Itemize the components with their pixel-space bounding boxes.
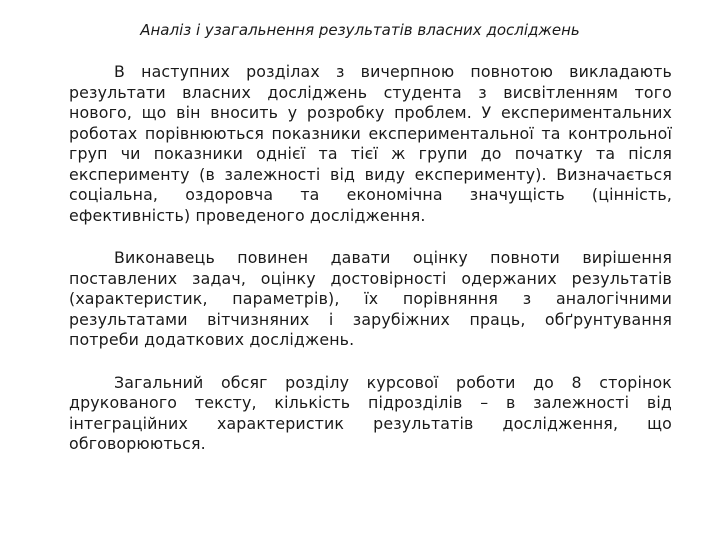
- paragraph-volume: Загальний обсяг розділу курсової роботи до 8 сторінок друкованого тексту, кількість підрозділів – в залежності від інтеграційних характеристик результатів дослідження, що обговорюються.: [69, 372, 672, 453]
- paragraph-results: В наступних розділах з вичерпною повнотою викладають результати власних досліджень студента з висвітленням того нового, що він вносить у розробку проблем. У експериментальних роботах порівнюються показники експериментальної та контрольної груп чи показники однієї та тієї ж групи до початку та після експерименту (в залежності від виду експерименту). Визначається соціальна, оздоровча та економічна значущість (цінність, ефективність) проведеного дослідження.: [69, 62, 672, 225]
- slide-title: Аналіз і узагальнення результатів власних досліджень: [140, 21, 580, 39]
- paragraph-evaluation: Виконавець повинен давати оцінку повноти вирішення поставлених задач, оцінку достовірності одержаних результатів (характеристик, параметрів), їх порівняння з аналогічними результатами вітчизняних і зарубіжних праць, обґрунтування потреби додаткових досліджень.: [69, 248, 672, 349]
- slide-body: [69, 62, 672, 455]
